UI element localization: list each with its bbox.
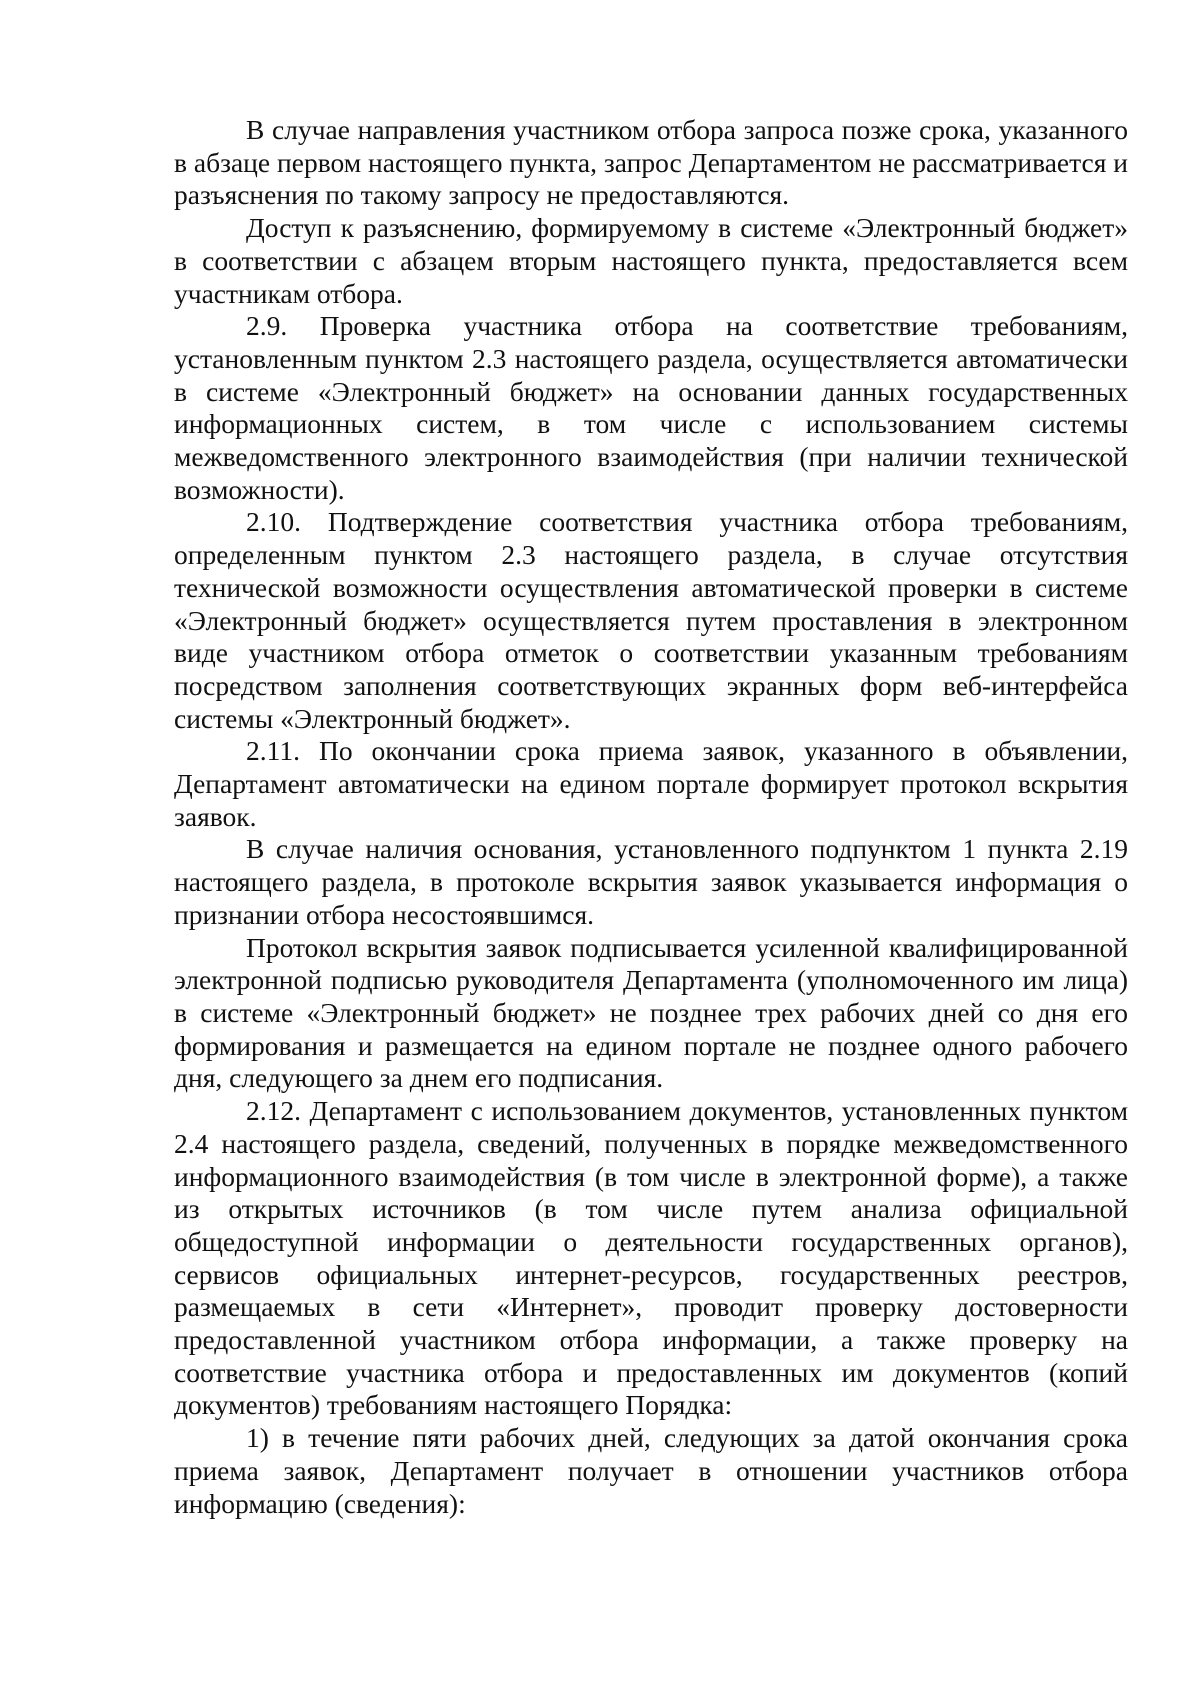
document-body <box>174 114 1128 1520</box>
paragraph-2-12: 2.12. Департамент с использованием документов, установленных пунктом 2.4 настоящего раздела, сведений, полученных в порядке межведомственного информационного взаимодействия (в том числе в электронной форме), а также из открытых источников (в том числе путем анализа официальной общедоступной информации о деятельности государственных органов), сервисов официальных интернет-ресурсов, государственных реестров, размещаемых в сети «Интернет», проводит проверку достоверности предоставленной участником отбора информации, а также проверку на соответствие участника отбора и предоставленных им документов (копий документов) требованиям настоящего Порядка: <box>174 1095 1128 1421</box>
paragraph-2-11: 2.11. По окончании срока приема заявок, указанного в объявлении, Департамент автоматически на едином портале формирует протокол вскрытия заявок. <box>174 735 1128 832</box>
paragraph-protocol-signing: Протокол вскрытия заявок подписывается усиленной квалифицированной электронной подписью руководителя Департамента (уполномоченного им лица) в системе «Электронный бюджет» не позднее трех рабочих дней со дня его формирования и размещается на едином портале не позднее одного рабочего дня, следующего за днем его подписания. <box>174 931 1128 1094</box>
paragraph-item-1: 1) в течение пяти рабочих дней, следующих за датой окончания срока приема заявок, Департамент получает в отношении участников отбора информацию (сведения): <box>174 1422 1128 1519</box>
paragraph-clarification-late-request: В случае направления участником отбора запроса позже срока, указанного в абзаце первом настоящего пункта, запрос Департаментом не рассматривается и разъяснения по такому запросу не предоставляются. <box>174 114 1128 211</box>
paragraph-2-9: 2.9. Проверка участника отбора на соответствие требованиям, установленным пунктом 2.3 настоящего раздела, осуществляется автоматически в системе «Электронный бюджет» на основании данных государственных информационных систем, в том числе с использованием системы межведомственного электронного взаимодействия (при наличии технической возможности). <box>174 310 1128 505</box>
paragraph-clarification-access: Доступ к разъяснению, формируемому в системе «Электронный бюджет» в соответствии с абзацем вторым настоящего пункта, предоставляется всем участникам отбора. <box>174 212 1128 309</box>
paragraph-failed-selection: В случае наличия основания, установленного подпунктом 1 пункта 2.19 настоящего раздела, в протоколе вскрытия заявок указывается информация о признании отбора несостоявшимся. <box>174 833 1128 930</box>
paragraph-2-10: 2.10. Подтверждение соответствия участника отбора требованиям, определенным пунктом 2.3 настоящего раздела, в случае отсутствия технической возможности осуществления автоматической проверки в системе «Электронный бюджет» осуществляется путем проставления в электронном виде участником отбора отметок о соответствии указанным требованиям посредством заполнения соответствующих экранных форм веб-интерфейса системы «Электронный бюджет». <box>174 506 1128 734</box>
